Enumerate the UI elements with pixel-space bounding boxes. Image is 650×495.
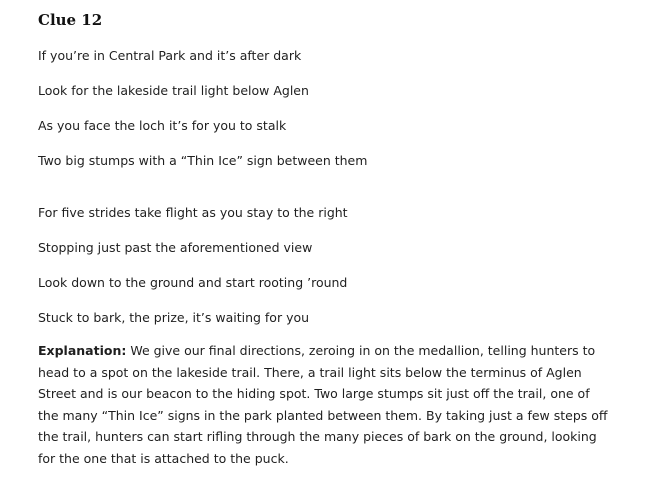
verse-line: Look down to the ground and start rooting ’round [38, 275, 348, 290]
explanation-text: We give our final directions, zeroing in on the medallion, telling hunters to head to a spot on the lakeside trail. There, a trail light sits below the terminus of Aglen Street and is our beacon to the hiding spot. Two large stumps sit just off the trail, one of the many “Thin Ice” signs in the park planted between them. By taking just a few steps off the trail, hunters can start rifling through the many pieces of bark on the ground, looking for the one that is attached to the puck. [38, 343, 608, 466]
explanation-label: Explanation: [38, 343, 127, 358]
verse-line: As you face the loch it’s for you to stalk [38, 118, 287, 133]
verse-stanza-1 [38, 47, 612, 169]
explanation-paragraph [38, 340, 612, 469]
verse-line: For five strides take flight as you stay to the right [38, 205, 348, 220]
verse-line: Stuck to bark, the prize, it’s waiting for you [38, 310, 310, 325]
verse-line: Look for the lakeside trail light below Aglen [38, 83, 309, 98]
verse-line: Two big stumps with a “Thin Ice” sign between them [38, 153, 368, 168]
clue-heading: Clue 12 [38, 11, 103, 29]
verse-stanza-2 [38, 204, 612, 326]
verse-line: Stopping just past the aforementioned view [38, 240, 313, 255]
verse-line: If you’re in Central Park and it’s after dark [38, 48, 302, 63]
